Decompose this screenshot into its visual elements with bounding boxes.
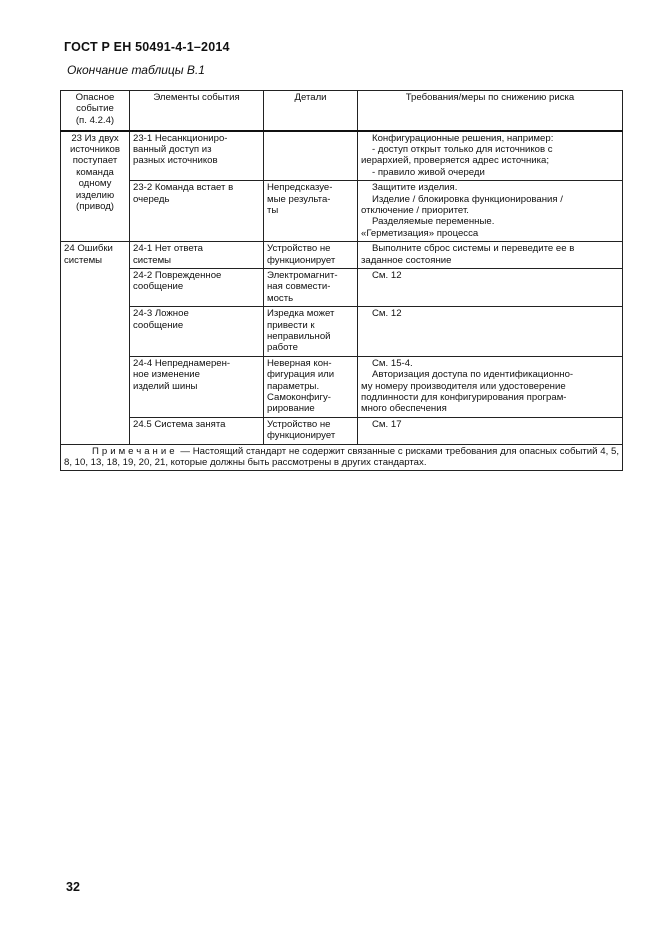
cell-text: Изделие / блокировка функционирования / — [372, 193, 563, 205]
cell-text: 23-2 Команда встает в — [133, 182, 234, 194]
hazard-cell — [61, 131, 130, 242]
cell-text: См. 17 — [372, 418, 402, 430]
cell-text: привести к — [267, 319, 315, 331]
cell-text: 24-1 Нет ответа — [133, 243, 204, 255]
cell-text: 24-2 Поврежденное — [133, 269, 222, 281]
requirements-cell — [358, 268, 623, 306]
header-event-elements: Элементы события — [130, 91, 264, 131]
cell-text: Выполните сброс системы и переведите ее в — [372, 243, 575, 255]
note-label: Примечание — [92, 445, 178, 457]
cell-text: фигурация или — [267, 369, 335, 381]
cell-text: неправильной — [267, 331, 331, 342]
page-number: 32 — [66, 880, 80, 894]
table-row — [61, 181, 623, 242]
element-cell — [130, 242, 264, 269]
header-text: Опасное — [75, 92, 115, 103]
cell-text: 24-4 Непреднамерен- — [133, 357, 231, 369]
cell-text: - доступ открыт только для источников с — [372, 143, 553, 155]
cell-text: 23 Из двух — [71, 132, 119, 144]
cell-text: ное изменение — [133, 369, 200, 381]
details-cell — [264, 417, 358, 444]
cell-text: заданное состояние — [361, 254, 452, 266]
details-cell — [264, 356, 358, 417]
cell-text: отключение / приоритет. — [361, 204, 469, 216]
cell-text: одному — [78, 178, 112, 190]
details-cell — [264, 131, 358, 181]
hazard-cell — [61, 242, 130, 445]
cell-text: подлинности для конфигурирования програм- — [361, 392, 567, 404]
cell-text: системы — [133, 254, 172, 266]
cell-text: источников — [70, 143, 120, 155]
cell-text: мые результа- — [267, 193, 331, 205]
cell-text: ты — [267, 204, 279, 216]
table-row — [61, 356, 623, 417]
table-row — [61, 268, 623, 306]
details-cell — [264, 242, 358, 269]
cell-text: Электромагнит- — [267, 269, 338, 281]
cell-text: изделию — [75, 189, 115, 201]
cell-text: поступает — [72, 155, 118, 167]
cell-text: См. 15-4. — [372, 357, 413, 369]
cell-text: изделий шины — [133, 380, 198, 392]
cell-text: Разделяемые переменные. — [372, 216, 495, 228]
cell-text: Устройство не — [267, 243, 331, 255]
cell-text: работе — [267, 342, 298, 354]
table-row — [61, 417, 623, 444]
cell-text: очередь — [133, 193, 170, 205]
cell-text: Устройство не — [267, 418, 331, 430]
details-cell — [264, 181, 358, 242]
cell-text: Защитите изделия. — [372, 182, 458, 194]
cell-text: разных источников — [133, 155, 218, 167]
requirements-cell — [358, 242, 623, 269]
cell-text: много обеспечения — [361, 403, 447, 415]
cell-text: 24-3 Ложное — [133, 308, 189, 320]
cell-text: иерархией, проверяется адрес источника; — [361, 155, 550, 167]
cell-text: Конфигурационные решения, например: — [372, 132, 554, 144]
table-note — [61, 444, 623, 471]
cell-text: рирование — [267, 403, 315, 415]
element-cell — [130, 307, 264, 357]
table-row — [61, 131, 623, 181]
cell-text: См. 12 — [372, 308, 402, 320]
note-dash: — — [180, 445, 190, 457]
cell-text: Авторизация доступа по идентификационно- — [372, 369, 574, 381]
note-text: Настоящий стандарт не содержит связанные с рисками требования для опасных событий 4, 5, 8, 10, 13, 18, 19, 20, 21, которые должны быть рассмотрены в других стандартах. — [64, 445, 620, 469]
cell-text: Самоконфигу- — [267, 392, 331, 404]
header-details: Детали — [264, 91, 358, 131]
cell-text: ванный доступ из — [133, 143, 212, 155]
header-requirements: Требования/меры по снижению риска — [358, 91, 623, 131]
element-cell — [130, 417, 264, 444]
header-hazard-event — [61, 91, 130, 131]
header-text: (п. 4.2.4) — [75, 114, 115, 126]
requirements-cell — [358, 356, 623, 417]
document-title: ГОСТ Р ЕН 50491-4-1–2014 — [64, 40, 230, 54]
cell-text: сообщение — [133, 281, 184, 293]
element-cell — [130, 131, 264, 181]
cell-text: функционирует — [267, 254, 336, 266]
table-header-row — [61, 91, 623, 131]
cell-text: 23-1 Несанкциониро- — [133, 132, 228, 144]
cell-text: функционирует — [267, 430, 336, 442]
cell-text: (привод) — [76, 200, 114, 212]
requirements-cell — [358, 131, 623, 181]
details-cell — [264, 307, 358, 357]
table-note-row — [61, 444, 623, 471]
cell-text: Неверная кон- — [267, 357, 332, 369]
cell-text: 24.5 Система занята — [133, 418, 226, 430]
cell-text: «Герметизация» процесса — [361, 227, 479, 239]
cell-text: сообщение — [133, 319, 184, 331]
element-cell — [130, 356, 264, 417]
header-text: событие — [76, 103, 114, 115]
cell-text: 24 Ошибки — [64, 243, 113, 255]
cell-text: му номеру производителя или удостоверение — [361, 380, 566, 392]
risk-table — [60, 90, 623, 471]
cell-text: команда — [76, 166, 114, 178]
cell-text: системы — [64, 254, 103, 266]
cell-text: См. 12 — [372, 269, 402, 281]
requirements-cell — [358, 307, 623, 357]
details-cell — [264, 268, 358, 306]
requirements-cell — [358, 181, 623, 242]
cell-text: параметры. — [267, 380, 320, 392]
requirements-cell — [358, 417, 623, 444]
cell-text: - правило живой очереди — [372, 166, 485, 178]
cell-text: мость — [267, 292, 294, 304]
table-caption: Окончание таблицы В.1 — [67, 63, 205, 77]
element-cell — [130, 181, 264, 242]
table-row — [61, 242, 623, 269]
cell-text: Изредка может — [267, 308, 335, 320]
cell-text: Непредсказуе- — [267, 182, 333, 194]
element-cell — [130, 268, 264, 306]
cell-text: ная совмести- — [267, 281, 331, 293]
table-row — [61, 307, 623, 357]
